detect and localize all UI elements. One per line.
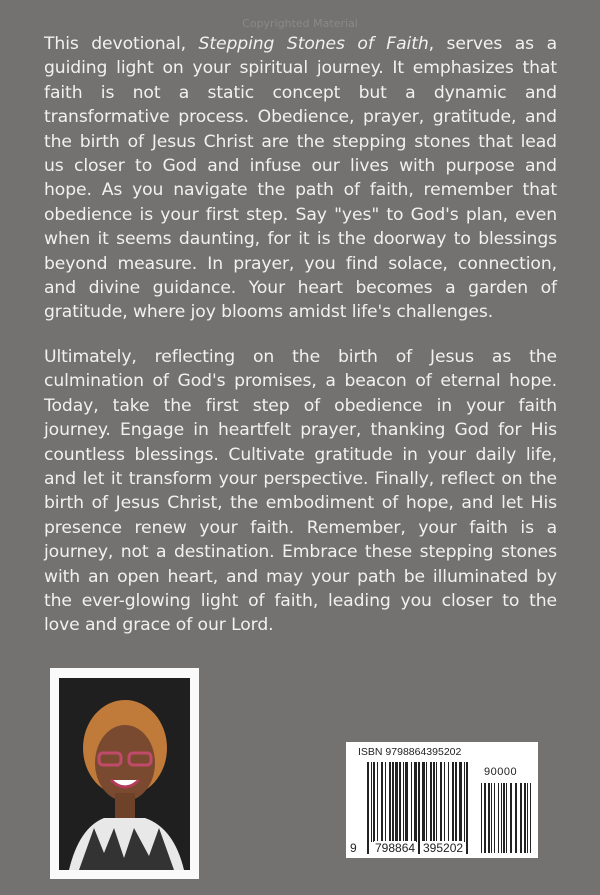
barcode-bar [466, 762, 468, 854]
text-segment: , serves as a [428, 34, 558, 54]
text-line-content: countless blessings. Cultivate gratitude in your daily life, [44, 444, 557, 465]
text-line-content: the birth of Jesus Christ are the stepping stones that lead [44, 131, 557, 152]
text-line [44, 394, 557, 418]
text-line-content: beyond measure. In prayer, you find solace, connection, [44, 253, 557, 274]
addon-bar [494, 783, 495, 853]
barcode-bar [414, 762, 417, 842]
barcode-bar [436, 762, 437, 842]
book-title: Stepping Stones of Faith [198, 34, 429, 54]
barcode-bar [418, 762, 420, 854]
barcode-bar [464, 762, 465, 842]
text-line [44, 443, 557, 467]
barcode-bar [399, 762, 401, 842]
barcode-bar [395, 762, 398, 842]
text-line-content: presence renew your faith. Remember, your faith is a [44, 517, 557, 538]
barcode-bar [444, 762, 445, 842]
barcode-bar [392, 762, 394, 842]
text-line [44, 252, 557, 276]
text-segment: This devotional, [44, 34, 199, 54]
text-line [44, 56, 557, 80]
text-line [44, 491, 557, 515]
barcode-bar [459, 762, 462, 842]
text-line-content: Ultimately, reflecting on the birth of Jesus as the [44, 347, 557, 367]
text-line [44, 613, 557, 637]
addon-bar [506, 783, 507, 853]
addon-bar [503, 783, 505, 853]
barcode-bar [373, 762, 375, 842]
barcode-bar [422, 762, 425, 842]
addon-bar [515, 783, 517, 853]
text-line [44, 418, 557, 442]
text-line-content: hope. As you navigate the path of faith, remember that [44, 180, 557, 201]
addon-bar [498, 783, 499, 853]
text-line-content: with an open heart, and may your path be illuminated by [44, 566, 557, 587]
description-paragraph-1 [44, 32, 557, 325]
text-line [44, 32, 557, 56]
text-line [44, 300, 557, 324]
barcode-bar [430, 762, 432, 842]
text-line-content: love and grace of our Lord. [44, 615, 274, 636]
text-line-content: journey. Engage in heartfelt prayer, thanking God for His [44, 420, 557, 441]
barcode-bar [385, 762, 386, 842]
addon-bar [520, 783, 522, 853]
text-line [44, 130, 557, 154]
barcode-digits-group2: 395202 [423, 841, 464, 855]
text-line-content: faith is not a static concept but a dynamic and [44, 82, 557, 103]
text-line [44, 276, 557, 300]
addon-bar [491, 783, 492, 853]
addon-bar [481, 783, 482, 853]
addon-bar [484, 783, 486, 853]
copyright-watermark: Copyrighted Material [242, 17, 358, 30]
text-line [44, 154, 557, 178]
barcode-digits-group1: 798864 [375, 841, 416, 855]
addon-bar [501, 783, 502, 853]
addon-bar [488, 783, 490, 853]
barcode-bar [452, 762, 454, 842]
text-line [44, 178, 557, 202]
barcode-bar [433, 762, 435, 842]
barcode-bar [440, 762, 442, 842]
barcode-bar [455, 762, 457, 842]
text-line-content: us closer to God and infuse our lives with purpose and [44, 155, 557, 176]
addon-bar [530, 783, 531, 853]
text-line-content: gratitude, where joy blooms amidst life's challenges. [44, 302, 494, 323]
addon-bar [510, 783, 512, 853]
author-photo [59, 678, 190, 870]
addon-bar [524, 783, 526, 853]
barcode-bar [411, 762, 412, 842]
barcode-bar [367, 762, 369, 854]
text-line [44, 589, 557, 613]
text-line-content: culmination of God's promises, a beacon of eternal hope. [44, 371, 557, 392]
barcode-bar [377, 762, 378, 842]
description-paragraph-2 [44, 345, 557, 638]
text-line [44, 227, 557, 251]
price-addon-code: 90000 [484, 766, 518, 778]
text-line-content: and let it transform your perspective. Finally, reflect on the [44, 468, 557, 489]
text-line [44, 516, 557, 540]
text-line-content: birth of Jesus Christ, the embodiment of hope, and let His [44, 493, 557, 514]
author-portrait-illustration [59, 678, 190, 870]
text-line [44, 105, 557, 129]
barcode-bar [381, 762, 383, 842]
barcode-bar [403, 762, 404, 842]
barcode-bar [426, 762, 427, 842]
text-line [44, 565, 557, 589]
addon-bar [527, 783, 528, 853]
isbn-label: ISBN 9798864395202 [358, 746, 462, 758]
barcode-bar [389, 762, 391, 842]
text-line [44, 540, 557, 564]
barcode-digit-first: 9 [350, 841, 357, 855]
text-line [44, 203, 557, 227]
text-line-content: obedience is your first step. Say "yes" to God's plan, even [44, 204, 557, 225]
text-line-content: journey, not a destination. Embrace these stepping stones [44, 542, 557, 563]
barcode-bar [448, 762, 449, 842]
text-line-content: Today, take the first step of obedience in your faith [44, 395, 557, 416]
barcode-bar [405, 762, 408, 842]
author-photo-frame [50, 668, 199, 879]
text-line-content: transformative process. Obedience, prayer, gratitude, and [44, 107, 557, 128]
isbn-barcode [346, 742, 538, 858]
text-line-content: and divine guidance. Your heart becomes a garden of [44, 277, 557, 298]
text-line [44, 345, 557, 369]
barcode-bar [371, 762, 372, 842]
text-line-content: when it seems daunting, for it is the doorway to blessings [44, 229, 557, 250]
text-line-content: the ever-glowing light of faith, leading you closer to the [44, 590, 557, 611]
text-line [44, 81, 557, 105]
text-line-content: guiding light on your spiritual journey. It emphasizes that [44, 58, 557, 79]
text-line [44, 369, 557, 393]
text-line [44, 467, 557, 491]
